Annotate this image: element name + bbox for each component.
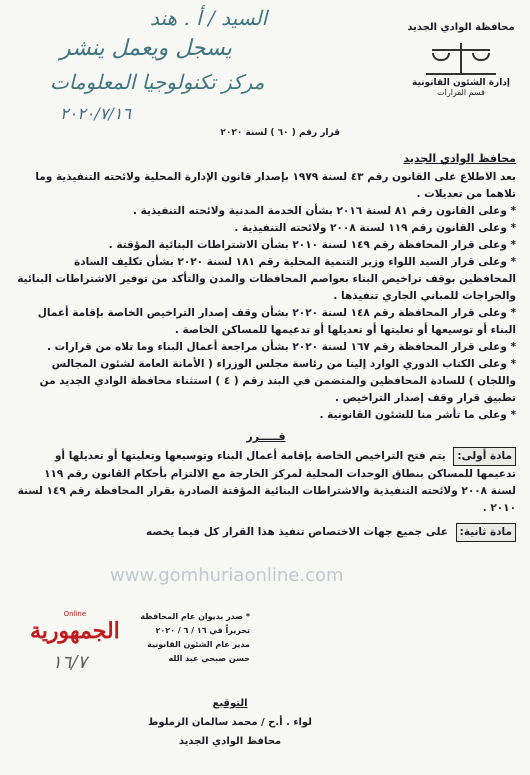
article-2: [16, 523, 516, 542]
signature-block: [130, 694, 330, 751]
issued-at: * صدر بديوان عام المحافظة: [140, 612, 250, 621]
logo-name: الجمهورية: [30, 618, 120, 644]
article-2-label: مادة ثانية:: [456, 523, 516, 542]
paragraph: بعد الاطلاع على القانون رقم ٤٣ لسنة ١٩٧٩ بإصدار قانون الإدارة المحلية ولائحته التنفيذية وما تلاهما من تعديلات .: [35, 171, 516, 200]
website-watermark: www.gomhuriaonline.com: [110, 565, 344, 586]
letterhead: [406, 22, 516, 97]
handwritten-initials: ١٦/٧: [52, 652, 88, 673]
director-title: مدير عام الشئون القانونية: [147, 640, 250, 649]
article-2-text: على جميع جهات الاختصاص تنفيذ هذا القرار كل فيما يخصه: [146, 526, 448, 538]
issue-date: تحريراً في ١٦ / ٦ / ٢٠٢٠: [155, 626, 250, 635]
article-1: [16, 447, 516, 517]
scales-emblem-icon: [426, 37, 496, 75]
director-name: حسن صبحي عبد الله: [168, 654, 250, 663]
paragraph: * وعلى الكتاب الدوري الوارد إلينا من رئاسة مجلس الوزراء ( الأمانة العامة لشئون المجالس واللجان ) للسادة المحافظين والمتضمن في البند رقم ( ٤ ) استثناء محافظة الوادي الجديد من تطبيق قرار وقف إصدار التراخيص .: [39, 358, 516, 404]
handwritten-note-1: السيد / أ . هند: [150, 6, 268, 30]
handwritten-note-3: مركز تكنولوجيا المعلومات: [50, 70, 265, 94]
paragraph: * وعلى قرار السيد اللواء وزير التنمية المحلية رقم ١٨١ لسنة ٢٠٢٠ بشأن تكليف السادة المحافظين بوقف تراخيص البناء بعواصم المحافظات والمدن والتأكد من توفير الاشتراطات البنائية والجراجات للمباني الجاري تنفيذها .: [17, 256, 516, 302]
decided-heading: قـــــرر: [246, 430, 286, 443]
section-name: قسم القرارات: [437, 88, 485, 97]
signatory-role: محافظ الوادي الجديد: [178, 736, 282, 747]
paragraph: * وعلى القانون رقم ١١٩ لسنة ٢٠٠٨ ولائحته التنفيذية .: [234, 222, 516, 234]
paragraph: * وعلى قرار المحافظة رقم ١٤٩ لسنة ٢٠١٠ بشأن الاشتراطات البنائية المؤقتة .: [108, 239, 516, 251]
article-1-label: مادة أولى:: [453, 447, 516, 466]
body-title: محافظ الوادي الجديد: [403, 152, 516, 165]
signature-title: التوقيع: [212, 698, 248, 709]
decree-number: قرار رقم ( ٦٠ ) لسنة ٢٠٢٠: [220, 128, 340, 138]
paragraph: * وعلى قرار المحافظة رقم ١٦٧ لسنة ٢٠٢٠ بشأن مراجعة أعمال البناء وما تلاه من قرارات .: [46, 341, 516, 353]
article-1-text: يتم فتح التراخيص الخاصة بإقامة أعمال البناء وتوسيعها وتعليتها أو تعديلها أو تدعيمها للمساكن بنطاق الوحدات المحلية لمركز الخارجة مع الالتزام بأحكام القانون رقم ١١٩ لسنة ٢٠٠٨ ولائحته التنفيذية والاشتراطات البنائية المؤقتة الصادرة بقرار المحافظة رقم ١٤٩ لسنة ٢٠١٠ .: [17, 450, 516, 514]
department-name: إدارة الشئون القانونية: [411, 78, 511, 88]
issue-info: [100, 610, 250, 666]
handwritten-date: ٢٠٢٠/٧/١٦: [60, 104, 131, 123]
governorate-name: محافظة الوادي الجديد: [407, 22, 515, 33]
decree-body: [16, 150, 516, 542]
signatory-name: لواء . أ.ح / محمد سالمان الزملوط: [148, 717, 312, 728]
logo-online-label: Online: [63, 610, 87, 618]
paragraph: * وعلى ما تأشر منا للشئون القانونية .: [319, 409, 516, 421]
paragraph: * وعلى قرار المحافظة رقم ١٤٨ لسنة ٢٠٢٠ بشأن وقف إصدار التراخيص الخاصة بإقامة أعمال البناء أو توسيعها أو تعليتها أو تعديلها أو تدعيمها للمساكن الخاصة .: [37, 307, 516, 336]
paragraph: * وعلى القانون رقم ٨١ لسنة ٢٠١٦ بشأن الخدمة المدنية ولائحته التنفيذية .: [132, 205, 516, 217]
handwritten-note-2: يسجل ويعمل ينشر: [60, 36, 232, 61]
